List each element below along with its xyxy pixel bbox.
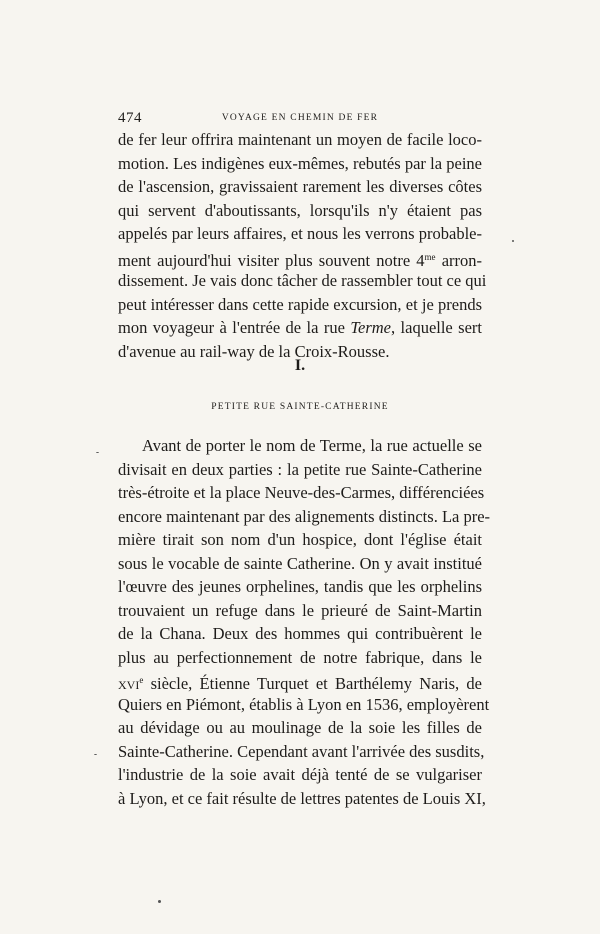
running-title: VOYAGE EN CHEMIN DE FER — [221, 113, 379, 123]
text-line: divisait en deux parties : la petite rue Sainte-Catherine — [118, 459, 482, 479]
page-number: 474 — [118, 110, 142, 126]
line-end: siècle, Étienne Turquet et Barthélemy Naris, de — [143, 674, 482, 693]
text-line: dissement. Je vais donc tâcher de rassembler tout ce qui — [118, 271, 487, 290]
section-number: I. — [294, 357, 306, 374]
text-line: Avant de porter le nom de Terme, la rue actuelle se — [142, 436, 482, 455]
paper-speck — [96, 452, 99, 453]
text-line-with-italic — [118, 316, 482, 340]
text-line: à Lyon, et ce fait résulte de lettres patentes de Louis XI, — [118, 788, 486, 808]
section-heading: PETITE RUE SAINTE-CATHERINE — [211, 402, 389, 412]
line-end: , laquelle sert — [391, 318, 482, 337]
ordinal-superscript: me — [424, 251, 436, 262]
paper-speck — [94, 754, 97, 755]
text-line: mière tirait son nom d'un hospice, dont l'église était — [118, 530, 482, 549]
text-line: peut intéresser dans cette rapide excursion, et je prends — [118, 294, 482, 314]
running-head — [118, 110, 482, 128]
century-superscript: e — [139, 675, 144, 685]
text-line: très-étroite et la place Neuve-des-Carmes, différenciées — [118, 483, 485, 502]
text-line: plus au perfectionnement de notre fabrique, dans le — [118, 647, 482, 667]
text-line: motion. Les indigènes eux-mêmes, rebutés par la peine — [118, 153, 482, 173]
text-line: qui servent d'aboutissants, lorsqu'ils n'y étaient pas — [118, 200, 482, 220]
line-start: ment aujourd'hui visiter plus souvent notre — [118, 250, 417, 270]
text-line: Sainte-Catherine. Cependant avant l'arrivée des susdits, — [118, 741, 485, 761]
text-line: Quiers en Piémont, établis à Lyon en 1536, employèrent — [118, 694, 490, 714]
ordinal-number: 4 — [416, 250, 425, 270]
paper-speck — [512, 240, 514, 242]
line-end: arron- — [435, 250, 482, 270]
text-line: sous le vocable de sainte Catherine. On y avait institué — [118, 553, 482, 573]
text-line: trouvaient un refuge dans le prieuré de Saint-Martin — [118, 600, 482, 620]
text-line-with-century — [118, 669, 482, 693]
paragraph-1 — [118, 128, 487, 363]
text-line: l'œuvre des jeunes orphelines, tandis que les orphelins — [118, 577, 482, 596]
text-line: appelés par leurs affaires, et nous les verrons probable- — [118, 224, 482, 243]
street-name-italic: Terme — [350, 318, 391, 337]
line-start: mon voyageur à l'entrée de la rue — [118, 318, 351, 337]
text-line: d'avenue au rail-way de la Croix-Rousse. — [118, 341, 390, 361]
text-line: l'industrie de la soie avait déjà tenté de se vulgariser — [118, 765, 482, 784]
text-line: encore maintenant par des alignements distincts. La pre- — [118, 506, 491, 526]
text-line: de la Chana. Deux des hommes qui contribuèrent le — [118, 624, 482, 643]
text-line: au dévidage ou au moulinage de la soie les filles de — [118, 718, 482, 737]
paper-speck — [158, 900, 161, 903]
text-line: de fer leur offrira maintenant un moyen de facile loco- — [118, 130, 482, 149]
century-numeral: xvi — [118, 674, 140, 693]
paragraph-2 — [118, 434, 491, 810]
text-line-with-ordinal — [118, 246, 482, 270]
text-line: de l'ascension, gravissaient rarement les diverses côtes — [118, 177, 482, 196]
